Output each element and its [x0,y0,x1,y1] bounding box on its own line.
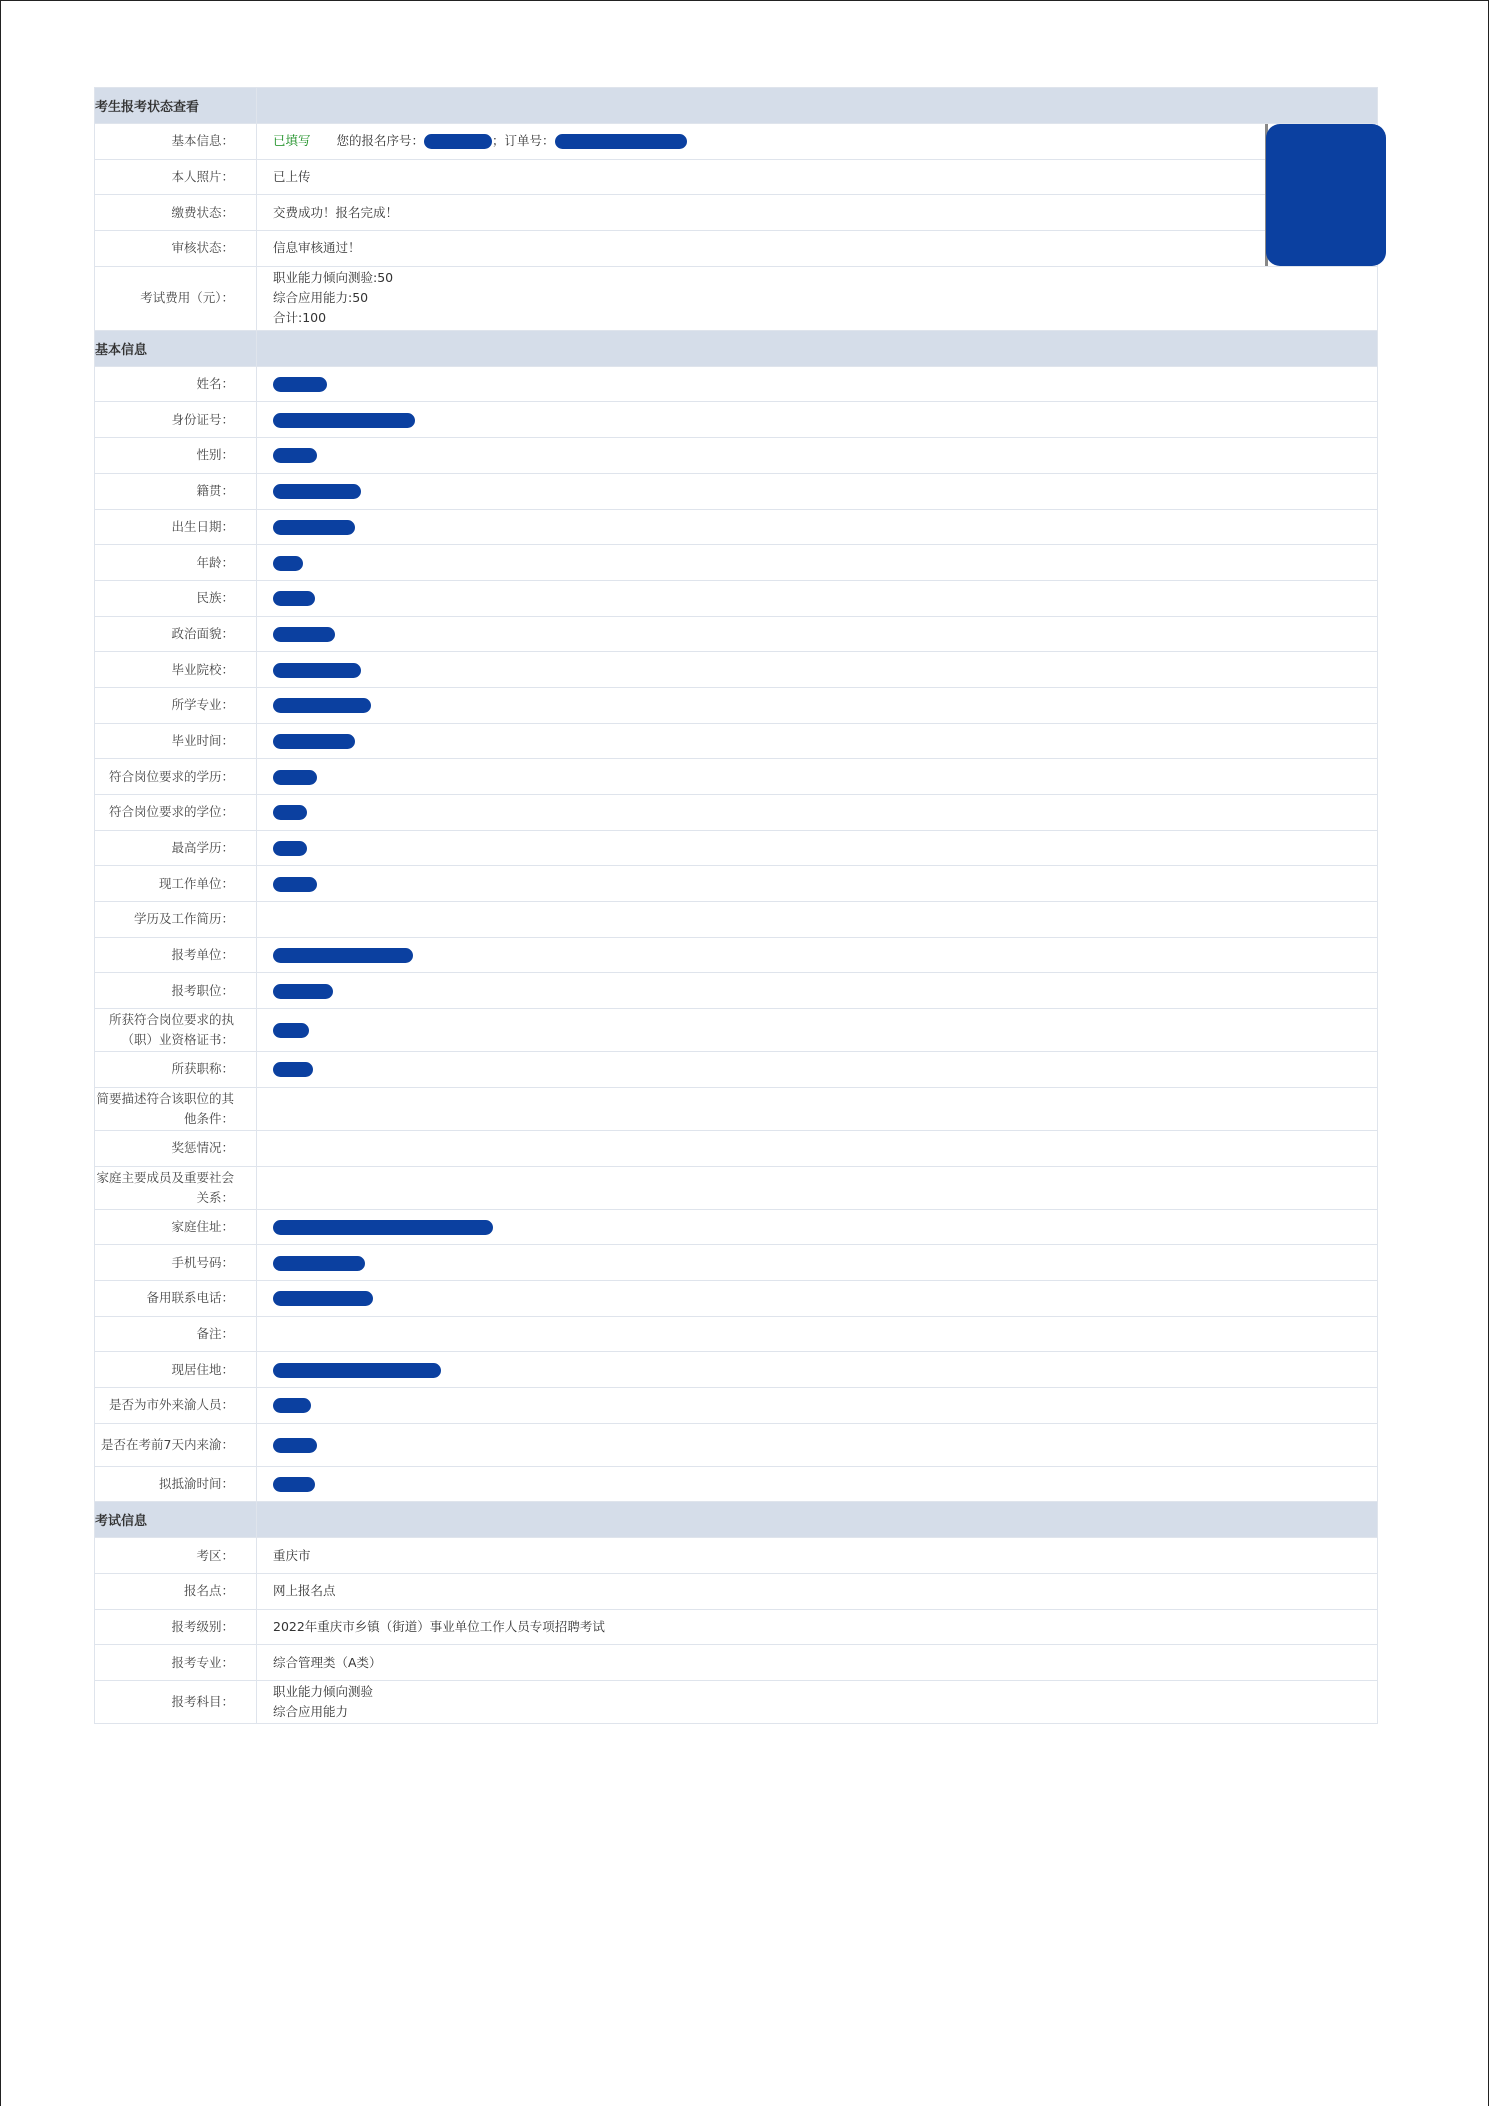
field-value [257,580,1378,616]
field-value [257,937,1378,973]
redacted-value [273,948,413,963]
field-label: 政治面貌： [95,616,257,652]
basic-info-row [95,1166,1378,1209]
field-label: 所获符合岗位要求的执（职）业资格证书： [95,1009,257,1052]
payment-label: 缴费状态： [95,195,257,231]
field-label: 符合岗位要求的学历： [95,759,257,795]
site-value: 网上报名点 [257,1574,1378,1610]
status-section-header [95,88,1378,124]
field-value [257,830,1378,866]
fee-line: 综合应用能力:50 [273,290,369,306]
redacted-value [273,1477,315,1492]
field-label: 姓名： [95,366,257,402]
field-value [257,723,1378,759]
field-value [257,616,1378,652]
basic-info-row [95,545,1378,581]
redacted-value [273,841,307,856]
exam-district-row [95,1538,1378,1574]
field-label: 家庭住址： [95,1209,257,1245]
field-label: 毕业院校： [95,652,257,688]
subjects-label: 报考科目： [95,1681,257,1724]
basic-info-row [95,1316,1378,1352]
photo-status-row [95,159,1378,195]
review-label: 审核状态： [95,231,257,267]
redacted-value [273,484,361,499]
field-value [257,1280,1378,1316]
field-label: 手机号码： [95,1245,257,1281]
field-label: 备用联系电话： [95,1280,257,1316]
redacted-value [273,770,317,785]
basic-info-row [95,902,1378,938]
photo-label: 本人照片： [95,159,257,195]
basic-info-label: 基本信息： [95,124,257,160]
field-label: 奖惩情况： [95,1130,257,1166]
field-value [257,545,1378,581]
field-value [257,1423,1378,1466]
field-label: 身份证号： [95,402,257,438]
fee-label: 考试费用（元）： [95,266,257,330]
major-label: 报考专业： [95,1645,257,1681]
redacted-value [273,663,361,678]
basic-info-row [95,1052,1378,1088]
major-value: 综合管理类（A类） [257,1645,1378,1681]
basic-info-row [95,1423,1378,1466]
redacted-value [273,805,307,820]
basic-info-row [95,687,1378,723]
field-label: 备注： [95,1316,257,1352]
field-value [257,402,1378,438]
exam-level-row [95,1609,1378,1645]
redacted-reg-no [424,134,492,149]
basic-info-row [95,937,1378,973]
field-value [257,1352,1378,1388]
site-label: 报名点： [95,1574,257,1610]
field-value [257,1316,1378,1352]
field-value [257,1387,1378,1423]
exam-major-row [95,1645,1378,1681]
field-label: 学历及工作简历： [95,902,257,938]
registration-status-table [94,87,1378,1724]
basic-info-status: 已填写 [273,133,311,149]
basic-info-rows [95,366,1378,1502]
redacted-value [273,1023,309,1038]
exam-fee-row [95,266,1378,330]
field-value [257,902,1378,938]
redacted-value [273,984,333,999]
basic-info-row [95,1280,1378,1316]
redacted-value [273,591,315,606]
district-value: 重庆市 [257,1538,1378,1574]
basic-info-row [95,759,1378,795]
photo-status: 已上传 [257,159,1378,195]
redacted-value [273,413,415,428]
field-label: 简要描述符合该职位的其他条件： [95,1087,257,1130]
redacted-order-no [555,134,687,149]
exam-section-header [95,1502,1378,1538]
redacted-value [273,1398,311,1413]
field-value [257,1130,1378,1166]
redacted-value [273,627,335,642]
field-value [257,973,1378,1009]
redacted-photo [1266,124,1386,266]
district-label: 考区： [95,1538,257,1574]
field-label: 出生日期： [95,509,257,545]
field-value [257,759,1378,795]
field-label: 是否在考前7天内来渝： [95,1423,257,1466]
field-value [257,1052,1378,1088]
basic-info-row [95,1387,1378,1423]
basic-info-row [95,795,1378,831]
fee-total: 合计:100 [273,310,327,326]
field-label: 现居住地： [95,1352,257,1388]
basic-info-row [95,973,1378,1009]
redacted-value [273,1363,441,1378]
payment-status: 交费成功！报名完成！ [257,195,1378,231]
redacted-value [273,1220,493,1235]
field-label: 所获职称： [95,1052,257,1088]
basic-info-row [95,1130,1378,1166]
redacted-value [273,448,317,463]
field-value [257,1245,1378,1281]
basic-info-row [95,1009,1378,1052]
basic-section-title: 基本信息 [95,330,257,366]
exam-site-row [95,1574,1378,1610]
field-value [257,438,1378,474]
field-value [257,1466,1378,1502]
basic-info-row [95,580,1378,616]
field-label: 报考职位： [95,973,257,1009]
basic-info-row [95,1352,1378,1388]
field-value [257,687,1378,723]
level-label: 报考级别： [95,1609,257,1645]
field-label: 籍贯： [95,473,257,509]
status-section-title: 考生报考状态查看 [95,88,257,124]
field-label: 毕业时间： [95,723,257,759]
exam-subjects-row [95,1681,1378,1724]
basic-info-row [95,473,1378,509]
fee-line: 职业能力倾向测验:50 [273,270,394,286]
redacted-value [273,1291,373,1306]
field-value [257,1166,1378,1209]
order-no-label: ；订单号： [492,133,555,149]
basic-info-row [95,830,1378,866]
basic-info-row [95,652,1378,688]
redacted-value [273,698,371,713]
basic-info-row [95,1466,1378,1502]
redacted-value [273,877,317,892]
basic-info-row [95,438,1378,474]
subject-item: 职业能力倾向测验 [273,1684,374,1700]
field-value [257,509,1378,545]
review-status: 信息审核通过！ [257,231,1378,267]
level-value: 2022年重庆市乡镇（街道）事业单位工作人员专项招聘考试 [257,1609,1378,1645]
basic-info-row [95,1087,1378,1130]
redacted-value [273,734,355,749]
basic-section-header [95,330,1378,366]
field-value [257,652,1378,688]
field-value [257,1009,1378,1052]
field-label: 符合岗位要求的学位： [95,795,257,831]
field-label: 家庭主要成员及重要社会关系： [95,1166,257,1209]
review-status-row [95,231,1378,267]
basic-info-status-row [95,124,1378,160]
field-label: 报考单位： [95,937,257,973]
reg-no-label: 您的报名序号： [336,133,424,149]
redacted-value [273,520,355,535]
redacted-value [273,1062,313,1077]
field-value [257,1087,1378,1130]
basic-info-row [95,1209,1378,1245]
basic-info-row [95,509,1378,545]
redacted-value [273,556,303,571]
basic-info-row [95,402,1378,438]
field-label: 年龄： [95,545,257,581]
basic-info-row [95,866,1378,902]
field-value [257,473,1378,509]
redacted-value [273,1256,365,1271]
subject-item: 综合应用能力 [273,1704,349,1720]
field-label: 现工作单位： [95,866,257,902]
basic-info-row [95,723,1378,759]
payment-status-row [95,195,1378,231]
field-value [257,795,1378,831]
redacted-value [273,377,327,392]
field-label: 是否为市外来渝人员： [95,1387,257,1423]
basic-info-row [95,366,1378,402]
field-label: 所学专业： [95,687,257,723]
field-value [257,866,1378,902]
field-label: 民族： [95,580,257,616]
redacted-value [273,1438,317,1453]
field-label: 拟抵渝时间： [95,1466,257,1502]
field-value [257,1209,1378,1245]
field-value [257,366,1378,402]
field-label: 最高学历： [95,830,257,866]
exam-section-title: 考试信息 [95,1502,257,1538]
basic-info-row [95,616,1378,652]
field-label: 性别： [95,438,257,474]
basic-info-row [95,1245,1378,1281]
